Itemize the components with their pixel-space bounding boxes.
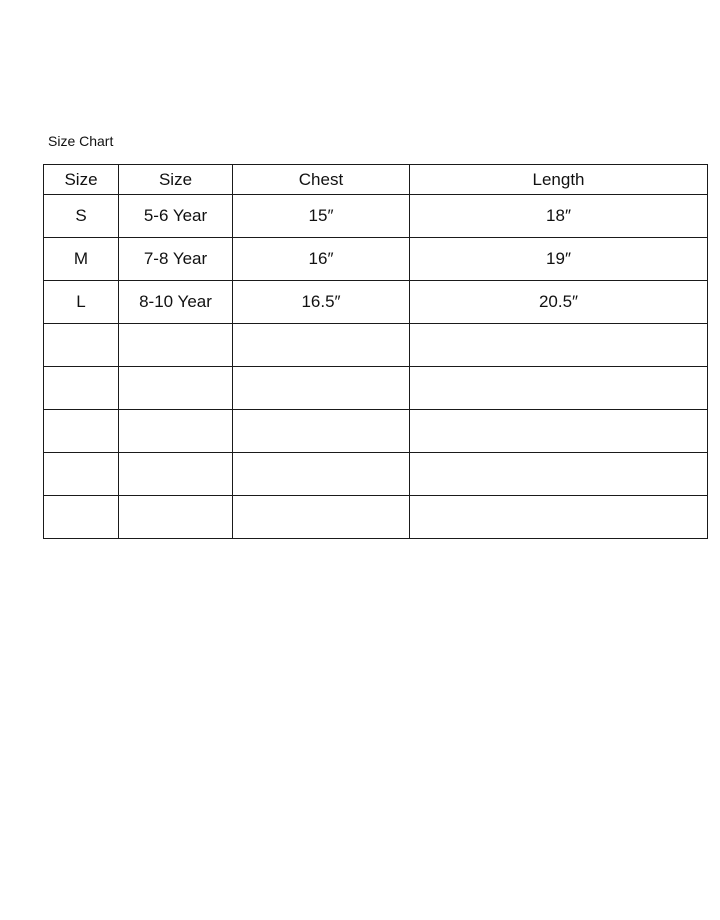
table-cell [119,453,233,496]
table-cell [410,367,708,410]
table-cell [119,410,233,453]
table-row [44,195,708,238]
table-cell [410,410,708,453]
table-row-empty [44,410,708,453]
table-row-empty [44,324,708,367]
table-cell [119,496,233,539]
table-cell [44,367,119,410]
table-cell: M [44,238,119,281]
column-header-size: Size [44,165,119,195]
table-row [44,238,708,281]
table-row [44,281,708,324]
table-cell: S [44,195,119,238]
table-cell [44,496,119,539]
table-cell [233,324,410,367]
table-cell: 15″ [233,195,410,238]
table-cell [119,367,233,410]
table-cell [233,410,410,453]
column-header-age-size: Size [119,165,233,195]
table-row-empty [44,496,708,539]
table-cell [119,324,233,367]
size-chart-table [43,164,708,539]
table-header-row [44,165,708,195]
column-header-chest: Chest [233,165,410,195]
table-cell [410,496,708,539]
table-cell [233,453,410,496]
table-cell [410,453,708,496]
table-cell [410,324,708,367]
table-row-empty [44,367,708,410]
page-title: Size Chart [48,133,114,149]
table-row-empty [44,453,708,496]
table-cell: 8-10 Year [119,281,233,324]
column-header-length: Length [410,165,708,195]
table-cell [233,367,410,410]
table-cell: 7-8 Year [119,238,233,281]
table-cell [44,410,119,453]
table-cell: 19″ [410,238,708,281]
table-cell: 18″ [410,195,708,238]
table-cell: 5-6 Year [119,195,233,238]
table-cell [233,496,410,539]
table-cell: L [44,281,119,324]
table-cell [44,453,119,496]
table-cell [44,324,119,367]
table-cell: 16.5″ [233,281,410,324]
table-cell: 16″ [233,238,410,281]
table-cell: 20.5″ [410,281,708,324]
